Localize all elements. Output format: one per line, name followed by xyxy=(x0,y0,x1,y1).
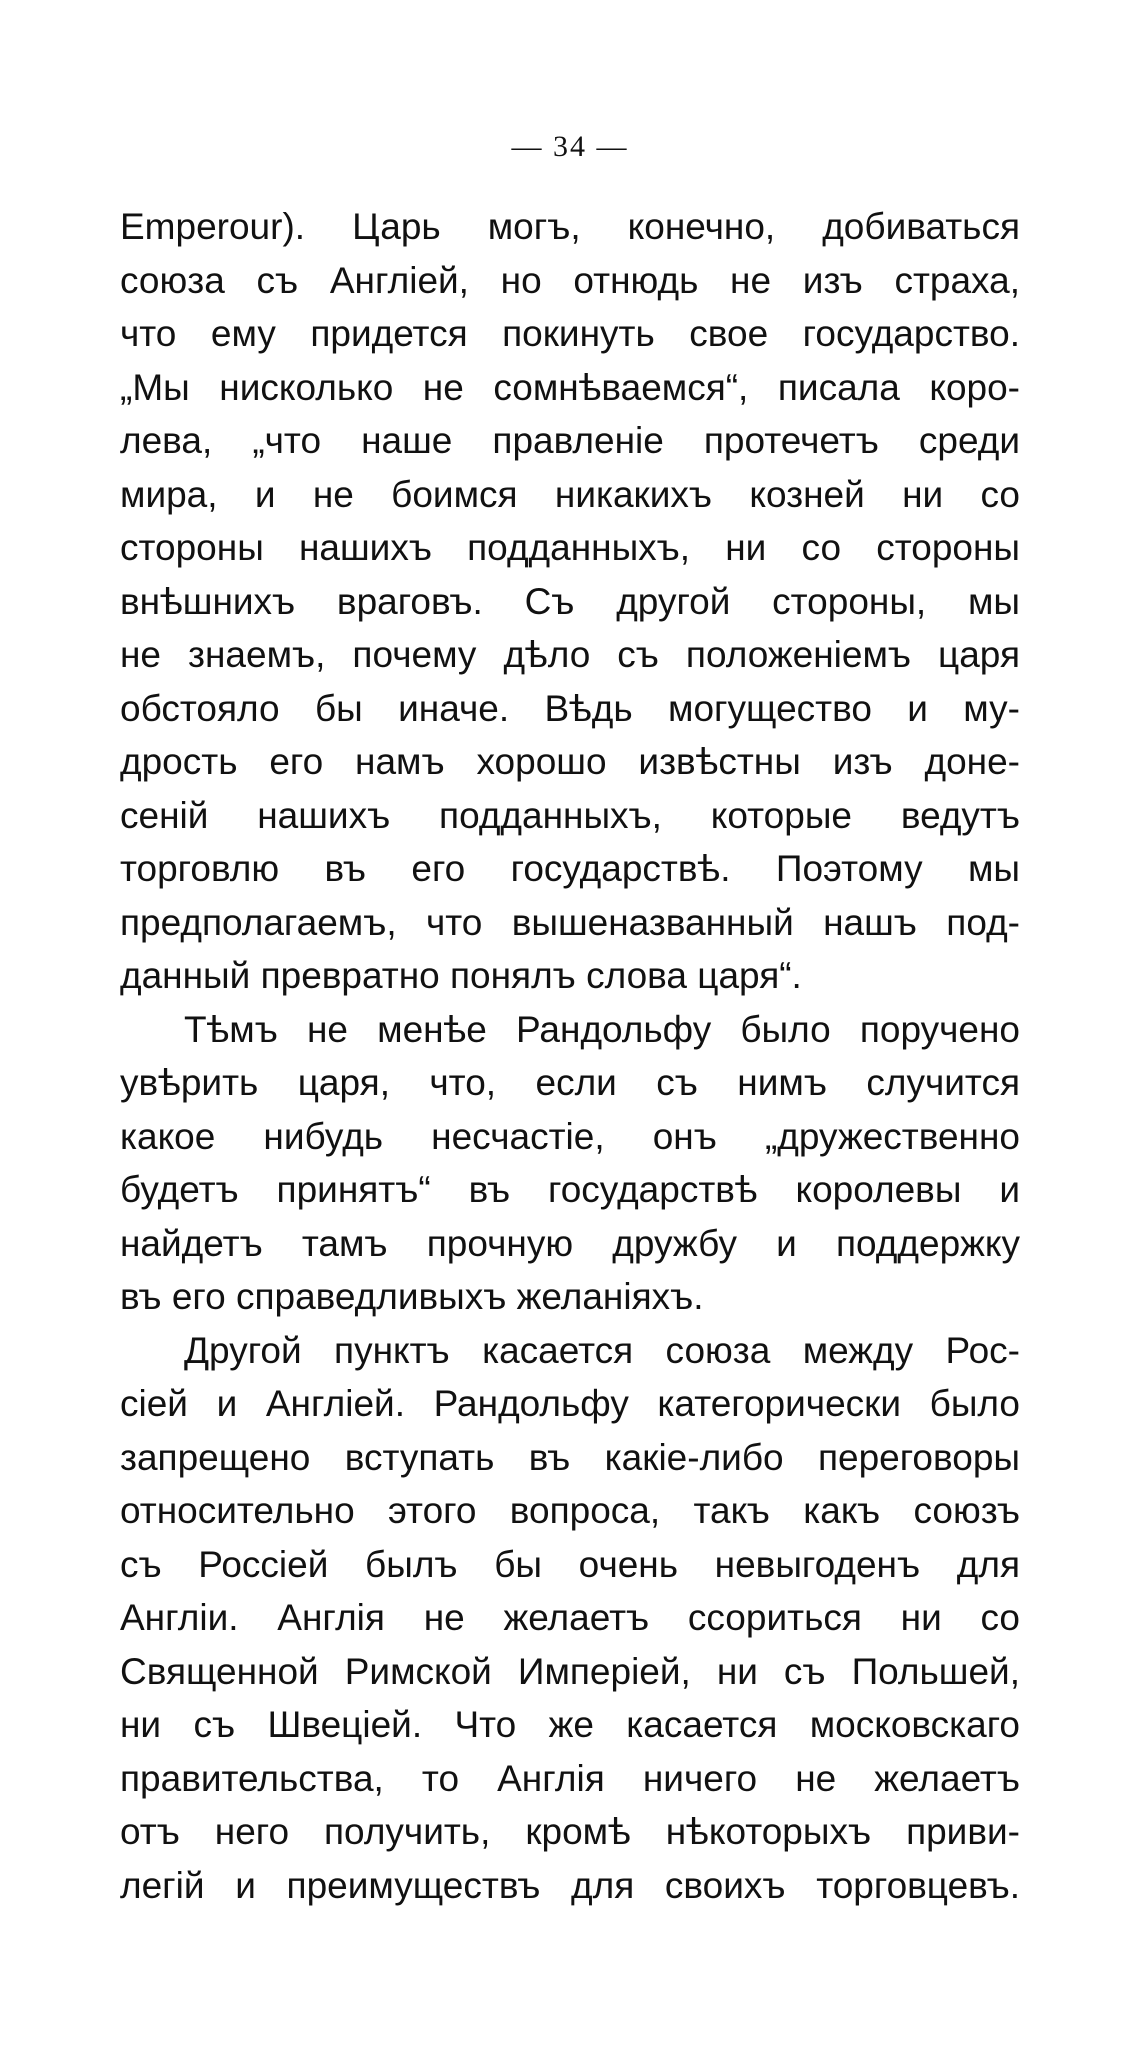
text-line: какое нибудь несчастіе, онъ „дружественно xyxy=(120,1115,1020,1157)
text-line: лева, „что наше правленіе протечетъ среди xyxy=(120,420,1020,461)
text-line: обстояло бы иначе. Вѣдь могущество и му- xyxy=(120,687,1020,729)
text-line: внѣшнихъ враговъ. Съ другой стороны, мы xyxy=(120,580,1020,622)
text-line: относительно этого вопроса, такъ какъ союзъ xyxy=(120,1490,1020,1531)
text-line: союза съ Англіей, но отнюдь не изъ страха, xyxy=(120,259,1020,301)
body-text xyxy=(120,200,1020,1912)
text-line: сеній нашихъ подданныхъ, которые ведутъ xyxy=(120,794,1020,836)
text-line: не знаемъ, почему дѣло съ положеніемъ царя xyxy=(120,634,1020,675)
text-line: мира, и не боимся никакихъ козней ни со xyxy=(120,473,1020,515)
page-number: — 34 — xyxy=(511,130,629,163)
text-line: запрещено вступать въ какіе-либо переговоры xyxy=(120,1436,1020,1478)
text-line: данный превратно понялъ слова царя“. xyxy=(120,955,802,996)
text-line: съ Россіей былъ бы очень невыгоденъ для xyxy=(120,1543,1020,1585)
text-line: сіей и Англіей. Рандольфу категорически было xyxy=(120,1383,1020,1424)
text-line: отъ него получить, кромѣ нѣкоторыхъ приви- xyxy=(120,1811,1020,1852)
text-line: увѣрить царя, что, если съ нимъ случится xyxy=(120,1062,1020,1103)
text-line: Священной Римской Имперіей, ни съ Польшей, xyxy=(120,1650,1020,1692)
text-line: что ему придется покинуть свое государство. xyxy=(120,313,1020,354)
text-line: въ его справедливыхъ желаніяхъ. xyxy=(120,1276,704,1317)
text-line: дрость его намъ хорошо извѣстны изъ доне- xyxy=(120,741,1020,782)
text-line: предполагаемъ, что вышеназванный нашъ под- xyxy=(120,901,1020,943)
text-line: будетъ принятъ“ въ государствѣ королевы и xyxy=(120,1169,1020,1210)
text-line: торговлю въ его государствѣ. Поэтому мы xyxy=(120,848,1020,889)
text-line: „Мы нисколько не сомнѣваемся“, писала коро- xyxy=(120,366,1020,408)
text-line: Англіи. Англія не желаетъ ссориться ни со xyxy=(120,1597,1020,1638)
text-line: стороны нашихъ подданныхъ, ни со стороны xyxy=(120,527,1020,568)
text-line: ни съ Швеціей. Что же касается московскаго xyxy=(120,1704,1020,1745)
text-line: найдетъ тамъ прочную дружбу и поддержку xyxy=(120,1222,1020,1264)
text-line: Тѣмъ не менѣе Рандольфу было поручено xyxy=(184,1008,1020,1050)
text-line: легій и преимуществъ для своихъ торговцевъ. xyxy=(120,1864,1020,1906)
text-line: Emperour). Царь могъ, конечно, добиваться xyxy=(120,206,1020,247)
text-line: Другой пунктъ касается союза между Рос- xyxy=(184,1329,1020,1371)
text-line: правительства, то Англія ничего не желаетъ xyxy=(120,1757,1020,1799)
